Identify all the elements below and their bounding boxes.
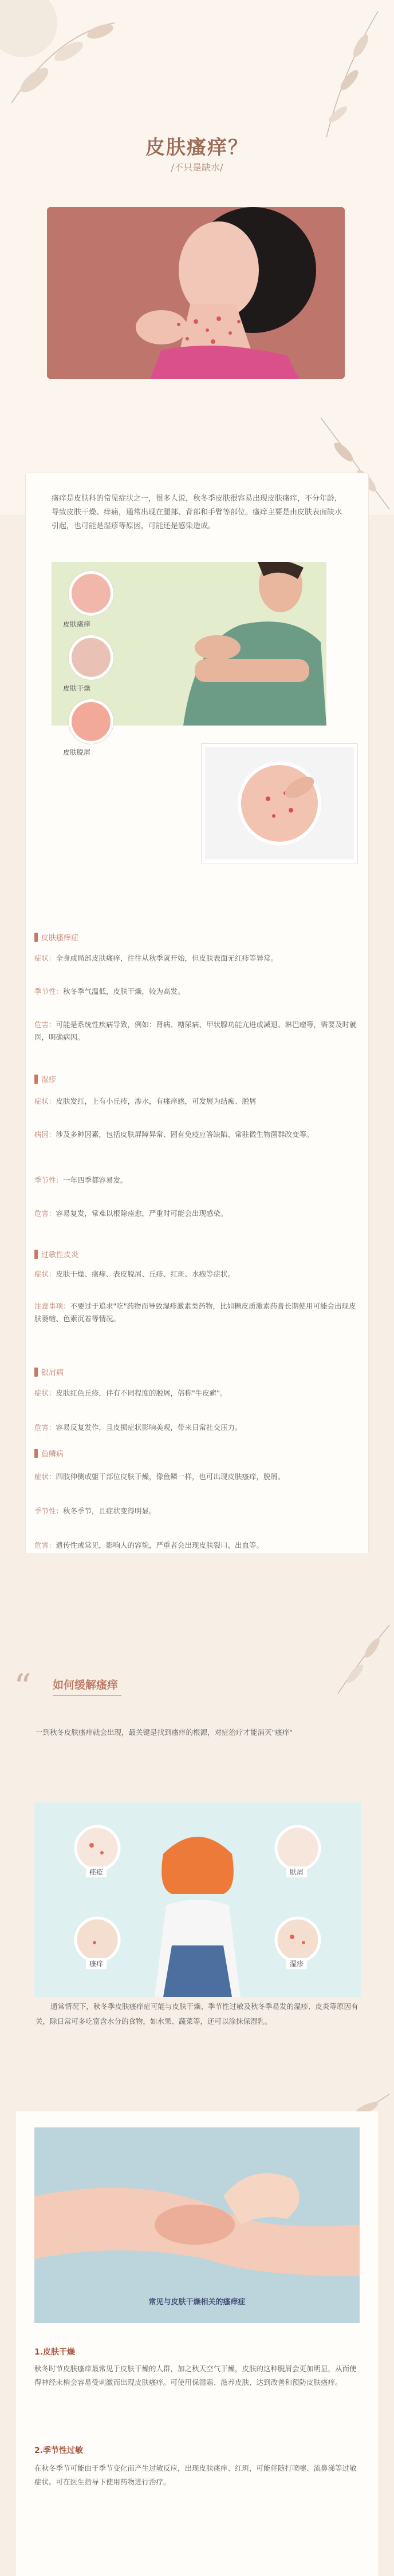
skin-problems-illustration bbox=[34, 1802, 361, 1997]
ichthyosis-season: 季节性：秋冬季节，且症状变得明显。 bbox=[34, 1507, 156, 1515]
how-intro: 一到秋冬皮肤瘙痒就会出现，最关键是找到瘙痒的根源，对症治疗才能消灭"瘙痒" bbox=[36, 1728, 293, 1737]
pruritus-season: 季节性：秋冬季气温低，皮肤干燥，较为高发。 bbox=[34, 987, 185, 996]
how-paragraph: 通常情况下，秋冬季皮肤瘙痒症可能与皮肤干燥、季节性过敏及秋冬季易发的湿疹、皮炎等原因有关，除日常可多吃富含水分的食物，如水果、蔬菜等，还可以涂抹保湿乳。 bbox=[36, 2002, 358, 2026]
flake-circle-icon bbox=[69, 699, 113, 744]
ichthyosis-symptom: 症状：四肢伸侧或躯干部位皮肤干燥，像鱼鳞一样，也可出现皮肤瘙痒，脱屑。 bbox=[34, 1472, 285, 1481]
woman-scratching-neck-icon bbox=[47, 207, 345, 379]
label-dander: 肤屑 bbox=[286, 1866, 307, 1877]
label-eczema: 湿疹 bbox=[286, 1958, 307, 1969]
quote-mark-icon: “ bbox=[14, 1667, 31, 1707]
label-flake: 皮肤脱屑 bbox=[63, 748, 91, 756]
scratching-hand-icon bbox=[34, 2127, 360, 2323]
allergy-symptom: 症状：皮肤干燥、瘙痒、表皮脱屑、丘疹、红斑、水疱等症状。 bbox=[34, 1270, 235, 1278]
label-acne: 痤疮 bbox=[86, 1866, 107, 1877]
itch-circle-icon bbox=[69, 571, 113, 616]
girl-skin-problems-icon bbox=[34, 1802, 361, 1997]
pruritus-harm: 危害：可能是系统性疾病导致，例如：肾病、糖尿病、甲状腺功能亢进或减退、淋巴瘤等，需要及时就医，明确病因。 bbox=[34, 1020, 357, 1041]
section-title-ichthyosis: 鱼鳞病 bbox=[34, 1448, 64, 1459]
hero-area bbox=[0, 0, 394, 515]
section-title-allergy: 过敏性皮炎 bbox=[34, 1249, 78, 1259]
page-title: 皮肤瘙痒？ bbox=[145, 136, 249, 159]
hero-illustration bbox=[47, 207, 345, 379]
eczema-cause: 病因：涉及多种因素，包括皮肤屏障异常、固有免疫应答缺陷、常驻微生物菌群改变等。 bbox=[34, 1130, 314, 1139]
rash-closeup bbox=[202, 744, 357, 863]
decor-leaves-icon bbox=[0, 0, 137, 126]
eczema-symptom: 症状：皮肤发红，上有小丘疹，渗水，有瘙痒感，可发展为结痂、脱屑 bbox=[34, 1097, 257, 1105]
tip-2-text: 在秋冬季节可能由于季节变化而产生过敏反应，出现皮肤瘙痒、红斑，可能伴随打喷嚏、流鼻涕等过敏症状。可在医生指导下使用药物进行治疗。 bbox=[34, 2464, 357, 2486]
tip-1-heading: 1.皮肤干燥 bbox=[34, 2348, 76, 2357]
ichthyosis-harm: 危害：遗传性或常见，影响人的容貌，严重者会出现皮肤裂口、出血等。 bbox=[34, 1541, 264, 1549]
page-subtitle: /不只是缺水/ bbox=[171, 162, 223, 173]
psoriasis-symptom: 症状：皮肤红色丘疹，伴有不同程度的脱屑，俗称"牛皮癣"。 bbox=[34, 1389, 227, 1397]
pruritus-symptom: 症状：全身或局部皮肤瘙痒，往往从秋季就开始，但皮肤表面无红疹等异常。 bbox=[34, 954, 278, 962]
allergy-note: 注意事项：不要过于追求"吃"药物而导致湿疹激素类药物，比如糖皮质激素药膏长期使用可能会出现皮肤萎缩、色素沉着等情况。 bbox=[34, 1302, 356, 1323]
eczema-harm: 危害：容易复发，常难以根除痊愈，严重时可能会出现感染。 bbox=[34, 1209, 228, 1218]
label-itching: 瘙痒 bbox=[86, 1958, 107, 1969]
tip-2-heading: 2.季节性过敏 bbox=[34, 2446, 84, 2455]
eczema-season: 季节性：一年四季都容易发。 bbox=[34, 1176, 128, 1184]
psoriasis-harm: 危害：容易反复发作，且皮损症状影响美观，带来日常社交压力。 bbox=[34, 1423, 242, 1432]
label-dry: 皮肤干燥 bbox=[63, 684, 91, 692]
rash-closeup-icon bbox=[205, 747, 354, 859]
decor-branch-icon bbox=[309, 0, 394, 149]
intro-paragraph: 瘙痒是皮肤科的常见症状之一，很多人说，秋冬季皮肤很容易出现皮肤瘙痒，不分年龄，导致皮肤干燥、痒痛，通常出现在腿部、背部和手臂等部位。瘙痒主要是由皮肤表面缺水引起，也可能是湿疹等原因，可能还是感染造成。 bbox=[52, 494, 342, 530]
dry-circle-icon bbox=[69, 635, 113, 680]
section-title-pruritus: 皮肤瘙痒症 bbox=[34, 932, 78, 942]
decor-leaf-mid-icon bbox=[321, 1619, 394, 1699]
section-title-psoriasis: 银屑病 bbox=[34, 1366, 64, 1377]
tip-1-text: 秋冬时节皮肤瘙痒最常见于皮肤干燥的人群，加之秋天空气干燥，皮肤的这种脱屑会更加明显，从而使得神经末梢会容易受刺激而出现皮肤瘙痒。可使用保湿霜、滋养皮肤、达到改善和预防皮肤瘙痒。 bbox=[34, 2364, 357, 2387]
scratching-hand-illustration bbox=[34, 2127, 360, 2323]
section-title-eczema: 湿疹 bbox=[34, 1073, 56, 1084]
how-title: 如何缓解瘙痒 bbox=[53, 1679, 119, 1691]
label-itch: 皮肤瘙痒 bbox=[63, 620, 91, 628]
tips-caption: 常见与皮肤干燥相关的瘙痒症 bbox=[148, 2298, 246, 2306]
how-underline bbox=[53, 1695, 121, 1696]
